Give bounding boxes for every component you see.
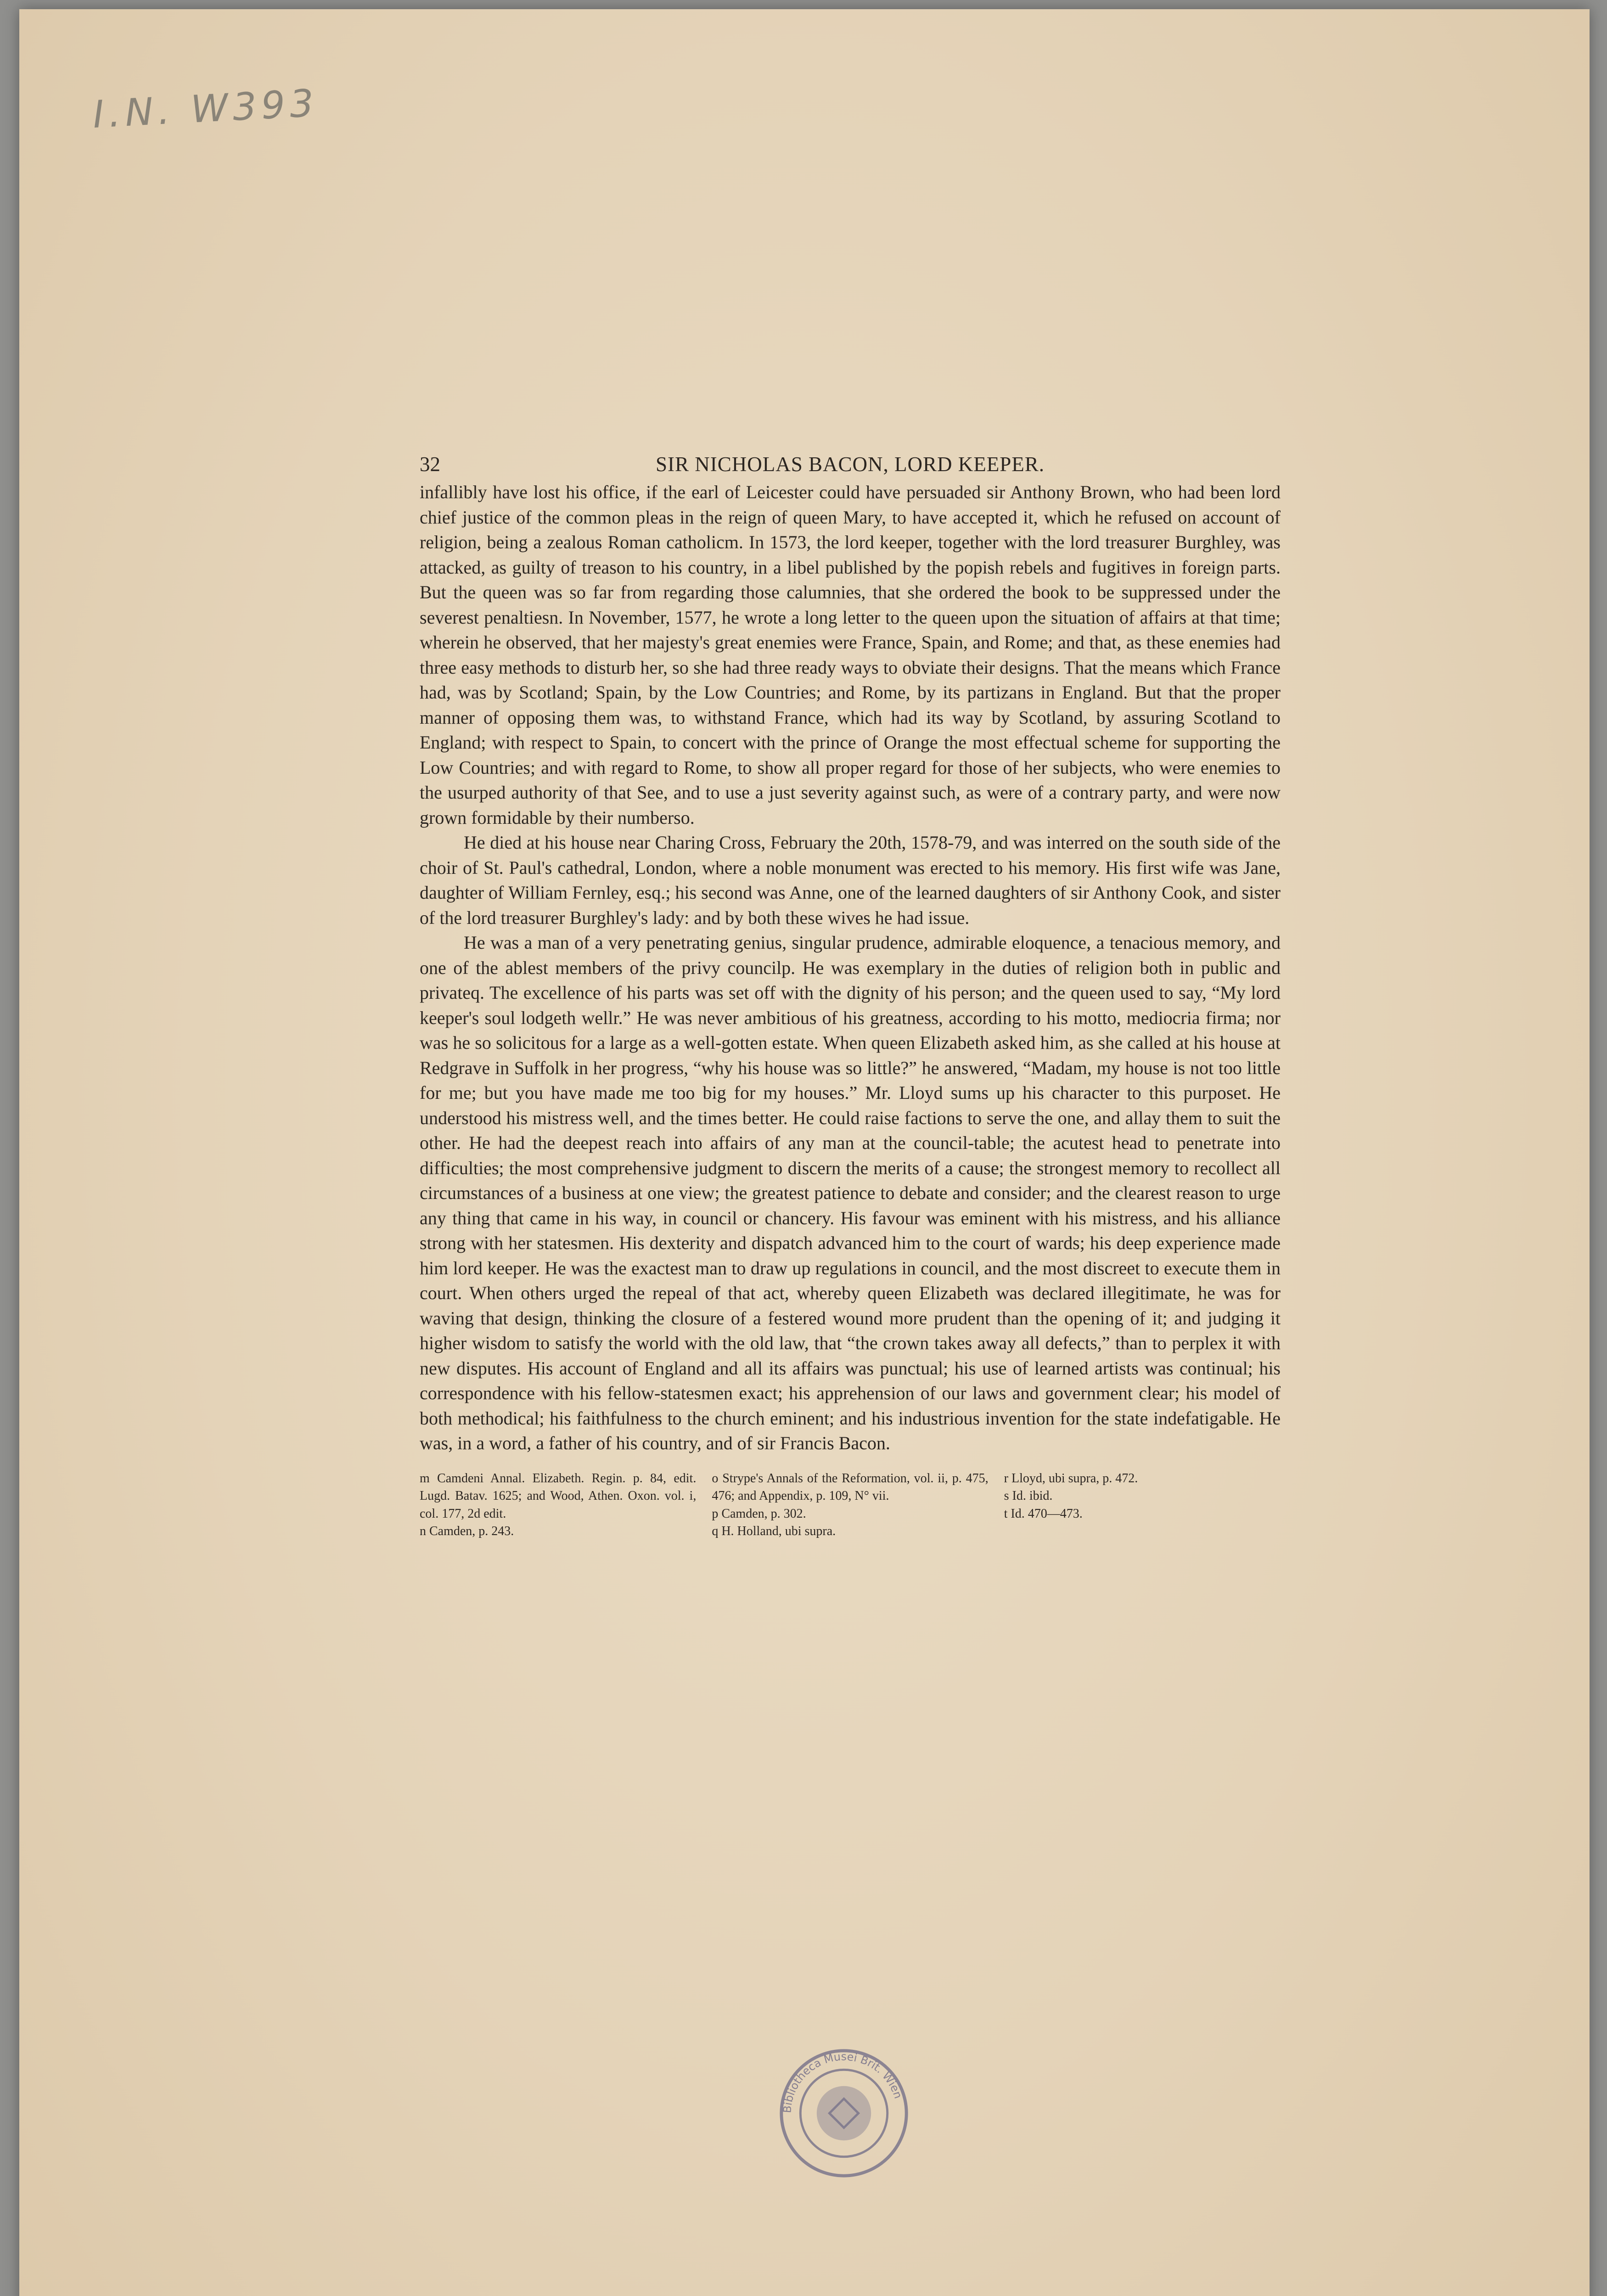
footnote: p Camden, p. 302. bbox=[712, 1506, 806, 1521]
page-sheet bbox=[19, 9, 1590, 2296]
page-number: 32 bbox=[420, 453, 440, 476]
paragraph: He died at his house near Charing Cross, February the 20th, 1578-79, and was interred on the south side of the choir of St. Paul's cathedral, London, where a noble monument was erected to his memory. His first wife was Jane, daughter of William Fernley, esq.; his second was Anne, one of the learned daughters of sir Anthony Cook, and sister of the lord treasurer Burghley's lady: and by both these wives he had issue. bbox=[420, 832, 1281, 928]
body-text bbox=[420, 480, 1281, 1456]
footnote: o Strype's Annals of the Reformation, vol. ii, p. 475, 476; and Appendix, p. 109, N° vii. bbox=[712, 1471, 989, 1503]
library-stamp-icon bbox=[776, 2045, 912, 2181]
footnote: t Id. 470—473. bbox=[1004, 1506, 1083, 1521]
text-block bbox=[420, 452, 1281, 1541]
paragraph: infallibly have lost his office, if the earl of Leicester could have persuaded sir Anthony Brown, who had been lord chief justice of the common pleas in the reign of queen Mary, to have accepted it, which he refused on account of religion, being a zealous Roman catholicm. In 1573, the lord keeper, together with the lord treasurer Burghley, was attacked, as guilty of treason to his country, in a libel published by the popish rebels and fugitives in foreign parts. But the queen was so far from regarding those calumnies, that she ordered the book to be suppressed under the severest penaltiesn. In November, 1577, he wrote a long letter to the queen upon the situation of affairs at that time; wherein he observed, that her majesty's great enemies were France, Spain, and Rome; and that, as these enemies had three easy methods to disturb her, so she had three ready ways to obviate their designs. That the means which France had, was by Scotland; Spain, by the Low Countries; and Rome, by its partizans in England. But that the proper manner of opposing them was, to withstand France, which had its way by Scotland, by assuring Scotland to England; with respect to Spain, to concert with the prince of Orange the most effectual scheme for supporting the Low Countries; and with regard to Rome, to show all proper regard for those of her subjects, who were enemies to the usurped authority of that See, and to use a just severity against such, as were of a contrary party, and were now grown formidable by their numberso. bbox=[420, 482, 1281, 828]
footnote: r Lloyd, ubi supra, p. 472. bbox=[1004, 1471, 1138, 1486]
footnote: q H. Holland, ubi supra. bbox=[712, 1524, 836, 1538]
stamp-text: Bibliotheca Musei Brit. Wien bbox=[781, 2050, 905, 2114]
footnote: m Camdeni Annal. Elizabeth. Regin. p. 84, edit. Lugd. Batav. 1625; and Wood, Athen. Oxon. vol. i, col. 177, 2d edit. bbox=[420, 1471, 697, 1521]
running-title: SIR NICHOLAS BACON, LORD KEEPER. bbox=[655, 453, 1045, 476]
footnotes bbox=[420, 1470, 1281, 1541]
footnote: n Camden, p. 243. bbox=[420, 1524, 514, 1538]
paragraph: He was a man of a very penetrating genius, singular prudence, admirable eloquence, a tenacious memory, and one of the ablest members of the privy councilp. He was exemplary in the duties of religion both in public and privateq. The excellence of his parts was set off with the dignity of his person; and the queen used to say, “My lord keeper's soul lodgeth wellr.” He was never ambitious of his greatness, according to his motto, mediocria firma; nor was he so solicitous for a large as a well-gotten estate. When queen Elizabeth asked him, as she called at his house at Redgrave in Suffolk in her progress, “why his house was so little?” he answered, “Madam, my house is not too little for me; but you have made me too big for my houses.” Mr. Lloyd sums up his character to this purposet. He understood his mistress well, and the times better. He could raise factions to serve the one, and allay them to suit the other. He had the deepest reach into affairs of any man at the council-table; the acutest head to penetrate into difficulties; the most comprehensive judgment to discern the merits of a cause; the strongest memory to recollect all circumstances of a business at one view; the greatest patience to debate and consider; and the clearest reason to urge any thing that came in his way, in council or chancery. His favour was eminent with his mistress, and his alliance strong with her statesmen. His dexterity and dispatch advanced him to the court of wards; his deep experience made him lord keeper. He was the exactest man to draw up regulations in council, and the most discreet to execute them in court. When others urged the repeal of that act, whereby queen Elizabeth was declared illegitimate, he was for waving that design, thinking the closure of a festered wound more prudent than the opening of it; and judging it higher wisdom to satisfy the world with the old law, that “the crown takes away all defects,” than to perplex it with new disputes. His account of England and all its affairs was punctual; his use of learned artists was continual; his correspondence with his fellow-statesmen exact; his apprehension of our laws and government clear; his model of both methodical; his faithfulness to the church eminent; and his industrious invention for the state indefatigable. He was, in a word, a father of his country, and of sir Francis Bacon. bbox=[420, 932, 1281, 1453]
running-head bbox=[420, 452, 1281, 480]
footnote: s Id. ibid. bbox=[1004, 1489, 1053, 1503]
pencil-shelfmark: I.N. W393 bbox=[91, 81, 320, 137]
